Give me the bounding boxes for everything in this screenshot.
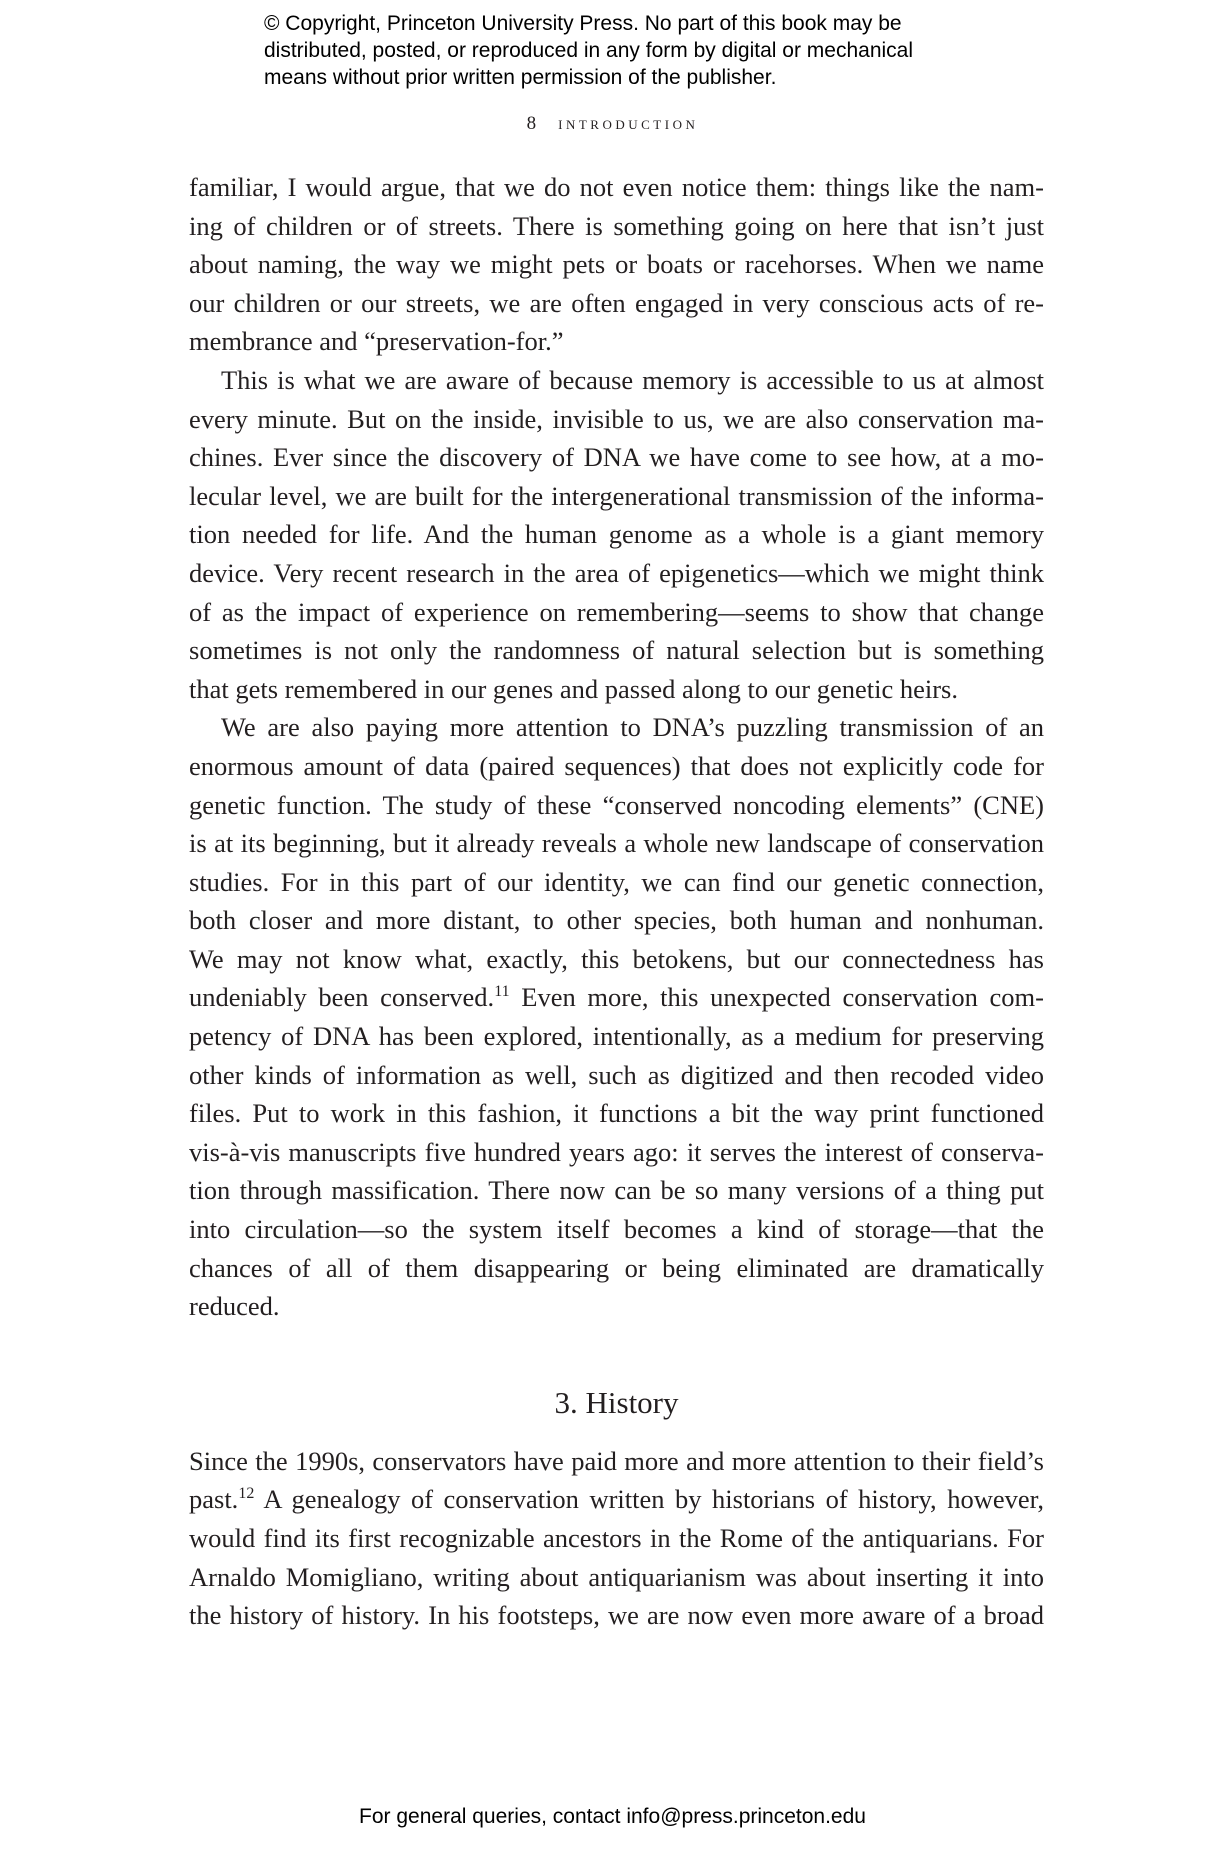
text-line: familiar, I would argue, that we do not even notice them: things like the nam-	[189, 172, 1044, 202]
text-line: Arnaldo Momigliano, writing about antiquarianism was about inserting it into	[189, 1561, 1044, 1592]
text-line: reduced.	[189, 1291, 280, 1322]
text-line: lecular level, we are built for the intergenerational transmission of the informa-	[189, 480, 1044, 511]
text-line: ing of children or of streets. There is something going on here that isn’t just	[189, 210, 1044, 241]
text-line: petency of DNA has been explored, intentionally, as a medium for preserving	[189, 1021, 1044, 1052]
text-line: both closer and more distant, to other species, both human and nonhuman.	[189, 905, 1044, 936]
paragraph	[189, 168, 1044, 361]
text-line: about naming, the way we might pets or boats or racehorses. When we name	[189, 249, 1044, 280]
paragraph	[189, 361, 1044, 708]
text-fragment: A genealogy of conservation written by historians of history, however,	[254, 1484, 1044, 1515]
text-line: membrance and “preservation-for.”	[189, 326, 564, 357]
note-reference-12[interactable]: 12	[238, 1485, 255, 1503]
footer-contact: For general queries, contact info@press.princeton.edu	[359, 1805, 866, 1828]
text-line: sometimes is not only the randomness of natural selection but is something	[189, 635, 1044, 666]
text-line: genetic function. The study of these “conserved noncoding elements” (CNE)	[189, 789, 1044, 820]
text-line: our children or our streets, we are often engaged in very conscious acts of re-	[189, 287, 1044, 318]
text-line: vis-à-vis manuscripts five hundred years ago: it serves the interest of conserva-	[189, 1136, 1044, 1167]
note-reference-11[interactable]: 11	[494, 983, 510, 1001]
text-line	[189, 1480, 1044, 1519]
text-line: every minute. But on the inside, invisible to us, we are also conservation ma-	[189, 403, 1044, 434]
text-line: device. Very recent research in the area of epigenetics—which we might think	[189, 557, 1044, 588]
text-fragment: undeniably been conserved.	[189, 982, 495, 1013]
paragraph	[189, 1442, 1044, 1635]
text-line: chines. Ever since the discovery of DNA we have come to see how, at a mo-	[189, 442, 1044, 473]
text-line: would find its first recognizable ancestors in the Rome of the antiquarians. For	[189, 1523, 1044, 1553]
copyright-line: means without prior written permission of the publisher.	[264, 66, 777, 89]
copyright-line: © Copyright, Princeton University Press. No part of this book may be	[264, 12, 902, 35]
text-line: tion through massification. There now can be so many versions of a thing put	[189, 1175, 1044, 1206]
copyright-line: distributed, posted, or reproduced in any form by digital or mechanical	[264, 39, 914, 62]
text-line	[189, 978, 1044, 1017]
text-line: is at its beginning, but it already reveals a whole new landscape of conservation	[189, 828, 1044, 859]
text-line: chances of all of them disappearing or being eliminated are dramatically	[189, 1252, 1044, 1283]
running-head-section: introduction	[558, 113, 699, 134]
text-line: of as the impact of experience on remembering—seems to show that change	[189, 596, 1044, 627]
text-line: tion needed for life. And the human genome as a whole is a giant memory	[189, 519, 1044, 550]
page-number: 8	[526, 113, 537, 134]
body-text	[189, 168, 1044, 1635]
section-heading: 3. History	[554, 1384, 679, 1420]
text-line: into circulation—so the system itself becomes a kind of storage—that the	[189, 1214, 1044, 1245]
text-line: the history of history. In his footsteps, we are now even more aware of a broad	[189, 1600, 1044, 1631]
text-line: that gets remembered in our genes and passed along to our genetic heirs.	[189, 673, 958, 704]
text-line: This is what we are aware of because memory is accessible to us at almost	[221, 364, 1044, 395]
copyright-notice	[264, 10, 1024, 91]
text-line: enormous amount of data (paired sequences) that does not explicitly code for	[189, 750, 1044, 781]
text-line: Since the 1990s, conservators have paid more and more attention to their field’s	[189, 1445, 1044, 1476]
paragraph	[189, 708, 1044, 1326]
text-fragment: Even more, this unexpected conservation com-	[509, 982, 1044, 1013]
text-line: other kinds of information as well, such as digitized and then recoded video	[189, 1059, 1044, 1090]
text-line: We may not know what, exactly, this betokens, but our connectedness has	[189, 943, 1044, 974]
text-line: We are also paying more attention to DNA’s puzzling transmission of an	[221, 712, 1044, 743]
text-line: files. Put to work in this fashion, it functions a bit the way print functioned	[189, 1098, 1044, 1129]
text-line: studies. For in this part of our identity, we can find our genetic connection,	[189, 866, 1044, 897]
running-head	[0, 113, 1225, 135]
text-fragment: past.	[189, 1484, 239, 1515]
